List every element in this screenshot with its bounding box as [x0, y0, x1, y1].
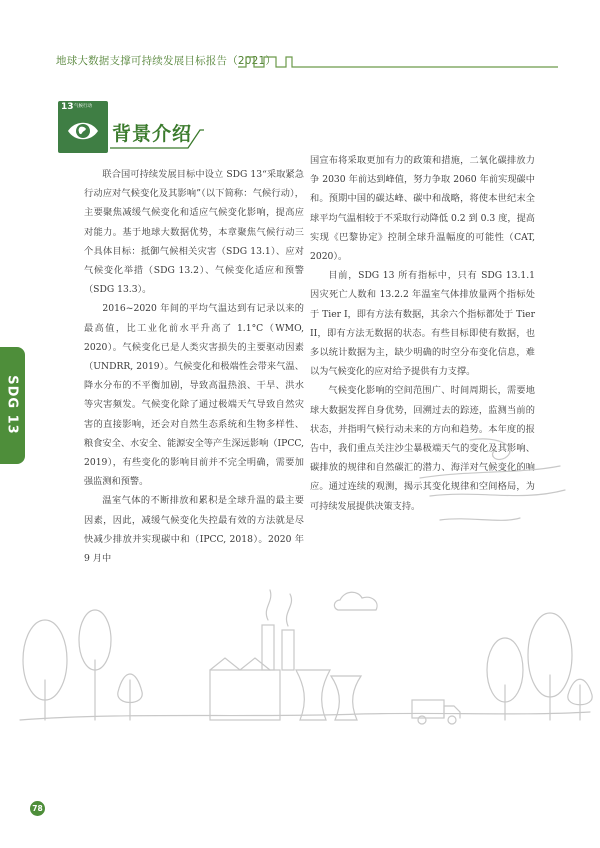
- sdg-badge-label: 气候行动: [74, 104, 92, 109]
- page-number: 78: [30, 801, 45, 816]
- section-title: 背景介绍: [112, 123, 193, 145]
- header-decorative-line: [238, 55, 558, 69]
- paragraph: 国宣布将采取更加有力的政策和措施，二氧化碳排放力争 2030 年前达到峰值，努力争取 2060 年前实现碳中和。预期中国的碳达峰、碳中和战略，将使本世纪末全球平均气温相较于不采取行动降低 0.2 到 0.3 度，提高实现《巴黎协定》控制全球升温幅度的可能性（CAT, 2020）。: [310, 155, 535, 263]
- paragraph: 2016~2020 年间的平均气温达到有记录以来的最高值，比工业化前水平升高了 1.1°C（WMO, 2020）。气候变化已是人类灾害损失的主要驱动因素（UNDRR, 2019）。气候变化和极端性会带来气温、降水分布的不平衡加剧，导致高温热浪、干旱、洪水等灾害频发。气候变化除了通过极端天气导致自然灾害的直接影响，还会对自然生态系统和生物多样性、粮食安全、水安全、能源安全等产生深远影响（IPCC, 2019），有些变化的影响目前并不完全明确，需要加强监测和预警。: [84, 303, 304, 488]
- paragraph: 目前，SDG 13 所有指标中，只有 SDG 13.1.1 因灾死亡人数和 13.2.2 年温室气体排放量两个指标处于 Tier I，即有方法有数据，其余六个指标都处于 Tier II，即有方法无数据的状态。有些目标即使有数据，也多以统计数据为主，缺少明确的时空分布变化信息，难以为气候变化的应对给予提供有力支撑。: [310, 270, 535, 378]
- paragraph: 温室气体的不断排放和累积是全球升温的最主要因素，因此，减缓气候变化失控最有效的方法就是尽快减少排放并实现碳中和（IPCC, 2018）。2020 年 9 月中: [84, 495, 304, 565]
- sdg-badge-number: 13: [61, 102, 74, 112]
- paragraph: 联合国可持续发展目标中设立 SDG 13“采取紧急行动应对气候变化及其影响”（以下简称：气候行动），主要聚焦减缓气候变化和适应气候变化影响，提高应对能力。基于地球大数据优势，本章聚焦气候行动三个具体目标：抵御气候相关灾害（SDG 13.1）、应对气候变化举措（SDG 13.2）、气候变化适应和预警（SDG 13.3）。: [84, 169, 304, 296]
- report-header-title: 地球大数据支撑可持续发展目标报告（2021）: [56, 55, 277, 67]
- side-tab-label: SDG 13: [4, 375, 20, 435]
- paragraph: 气候变化影响的空间范围广、时间周期长，需要地球大数据发挥自身优势，回溯过去的踪迹，监测当前的状态，并指明气候行动未来的方向和趋势。本年度的报告中，我们重点关注沙尘暴极端天气的变化及其影响、碳排放的规律和自然碳汇的潜力、海洋对气候变化的响应。通过连续的观测，揭示其变化规律和空间格局，为可持续发展提供决策支持。: [310, 385, 535, 512]
- climate-landscape-illustration: [0, 430, 600, 760]
